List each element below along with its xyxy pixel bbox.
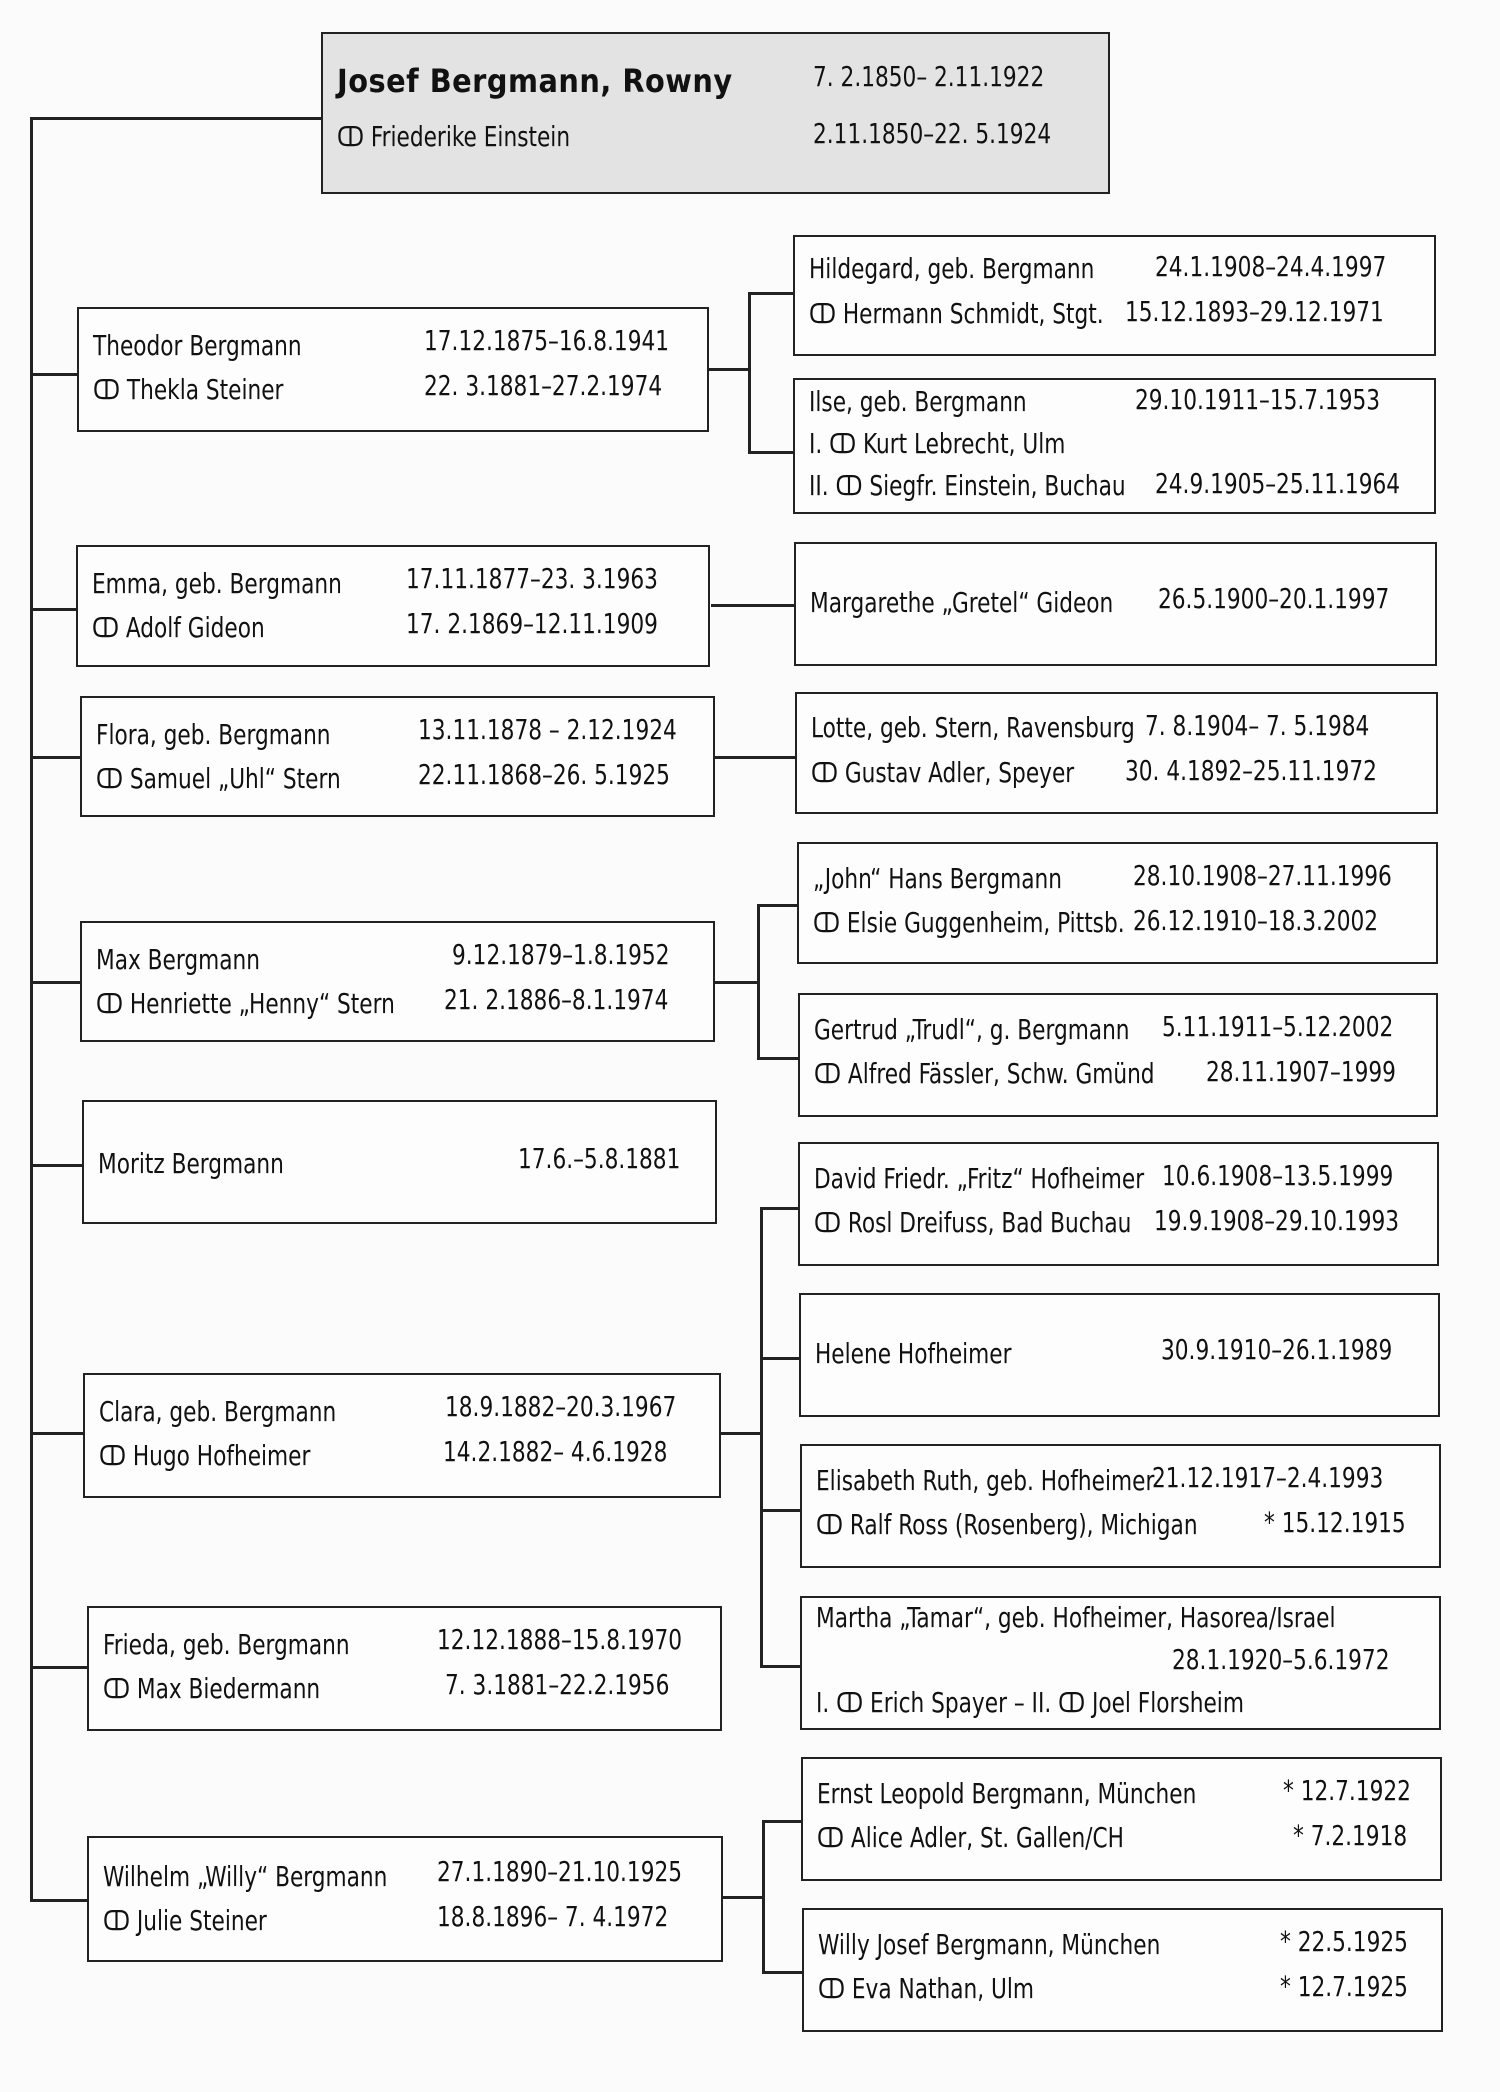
person-dates: 30.9.1910–26.1.1989 <box>1161 1333 1393 1366</box>
person-name: Flora, geb. Bergmann <box>96 718 331 751</box>
grandchild-box-gertrud <box>798 993 1438 1117</box>
spouse-line <box>817 1821 1124 1855</box>
family-bracket <box>762 1820 765 1973</box>
person-dates: 28.1.1920–5.6.1972 <box>1172 1643 1390 1676</box>
family-connector <box>720 1896 764 1899</box>
child-box-moritz <box>82 1100 717 1224</box>
root-spouse-dates: 2.11.1850–22. 5.1924 <box>813 117 1052 150</box>
family-connector <box>714 981 759 984</box>
spouse-line <box>96 987 395 1021</box>
spouse-line <box>103 1672 320 1706</box>
marriage-rings-icon: ↀ <box>337 120 364 153</box>
person-name: Frieda, geb. Bergmann <box>103 1628 350 1661</box>
family-connector <box>714 756 796 759</box>
person-dates: 21.12.1917–2.4.1993 <box>1152 1461 1384 1494</box>
spouse-line <box>809 297 1104 331</box>
person-name: Ilse, geb. Bergmann <box>809 385 1027 418</box>
root-spouse-name: Friederike Einstein <box>370 120 571 153</box>
child-connector <box>30 608 78 611</box>
person-name: Willy Josef Bergmann, München <box>818 1928 1161 1961</box>
spouse-dates: 26.12.1910–18.3.2002 <box>1133 904 1379 937</box>
person-name: Elisabeth Ruth, geb. Hofheimer <box>816 1464 1155 1497</box>
spouse-dates: 22.11.1868–26. 5.1925 <box>418 758 670 791</box>
child-connector <box>30 1666 88 1669</box>
spouse-line <box>96 762 341 796</box>
grandchild-box-elisabeth <box>800 1444 1441 1568</box>
spouse-dates: * 7.2.1918 <box>1293 1819 1408 1852</box>
child-box-emma <box>76 545 710 667</box>
person-name: Emma, geb. Bergmann <box>92 567 342 600</box>
spouse-dates: 28.11.1907–1999 <box>1206 1055 1396 1088</box>
spouse-dates: * 15.12.1915 <box>1264 1506 1406 1539</box>
family-connector <box>720 1432 762 1435</box>
marriage-rings-icon: ↀ <box>818 1972 845 2005</box>
spouse-line <box>814 1206 1131 1240</box>
person-name: Gertrud „Trudl“, g. Bergmann <box>814 1013 1130 1046</box>
spouse-line <box>814 1057 1155 1091</box>
spouse-line <box>811 756 1074 790</box>
family-connector <box>762 1971 802 1974</box>
spouse-name: Max Biedermann <box>136 1672 321 1705</box>
person-dates: * 22.5.1925 <box>1280 1925 1408 1958</box>
person-dates: 9.12.1879–1.8.1952 <box>452 938 670 971</box>
grandchild-box-margarethe <box>794 542 1437 666</box>
person-dates: 17.11.1877–23. 3.1963 <box>406 562 658 595</box>
spouse-line <box>813 906 1125 940</box>
marriage-rings-icon: ↀ <box>811 756 838 789</box>
family-bracket <box>757 904 760 1059</box>
family-bracket <box>760 1207 763 1668</box>
marriage-rings-icon: ↀ <box>816 1508 843 1541</box>
child-connector <box>30 756 82 759</box>
spouse-name: Elsie Guggenheim, Pittsb. <box>846 906 1125 939</box>
grandchild-box-ilse <box>793 378 1436 514</box>
child-box-clara <box>83 1373 721 1498</box>
marriage-rings-icon: ↀ <box>93 373 120 406</box>
person-dates: 26.5.1900–20.1.1997 <box>1158 582 1390 615</box>
spouse-dates: 14.2.1882– 4.6.1928 <box>443 1435 668 1468</box>
spouse-name: Ralf Ross (Rosenberg), Michigan <box>849 1508 1198 1541</box>
family-connector <box>760 1509 800 1512</box>
marriage-rings-icon: ↀ <box>99 1439 126 1472</box>
spouse-dates: 19.9.1908–29.10.1993 <box>1154 1204 1400 1237</box>
person-dates: * 12.7.1922 <box>1283 1774 1411 1807</box>
first-spouse-line: I. ↀ Kurt Lebrecht, Ulm <box>809 427 1066 460</box>
spouse-line <box>818 1972 1034 2006</box>
person-dates: 10.6.1908–13.5.1999 <box>1162 1159 1394 1192</box>
person-dates: 12.12.1888–15.8.1970 <box>437 1623 683 1656</box>
spouse-name: Eva Nathan, Ulm <box>851 1972 1034 2005</box>
person-name: Max Bergmann <box>96 943 260 976</box>
family-connector <box>711 604 795 607</box>
child-connector <box>30 1164 84 1167</box>
family-connector <box>757 1057 799 1060</box>
family-connector <box>760 1665 800 1668</box>
person-name: Clara, geb. Bergmann <box>99 1395 337 1428</box>
spouse-name: Gustav Adler, Speyer <box>844 756 1075 789</box>
family-connector <box>748 292 794 295</box>
child-connector <box>30 1899 88 1902</box>
child-box-max <box>80 921 715 1042</box>
spouse-line <box>93 373 283 407</box>
spouse-name: Alfred Fässler, Schw. Gmünd <box>847 1057 1155 1090</box>
spouse-name: Julie Steiner <box>136 1904 267 1937</box>
spouse-name: Samuel „Uhl“ Stern <box>129 762 341 795</box>
child-connector <box>30 1432 84 1435</box>
spouse-name: Alice Adler, St. Gallen/CH <box>850 1821 1124 1854</box>
person-dates: 24.1.1908–24.4.1997 <box>1155 250 1387 283</box>
person-dates: 18.9.1882–20.3.1967 <box>445 1390 677 1423</box>
second-spouse-line: II. ↀ Siegfr. Einstein, Buchau <box>809 469 1126 502</box>
spouse-dates: 7. 3.1881–22.2.1956 <box>445 1668 670 1701</box>
spouse-name: Hugo Hofheimer <box>132 1439 311 1472</box>
marriage-rings-icon: ↀ <box>96 987 123 1020</box>
person-dates: 13.11.1878 – 2.12.1924 <box>418 713 677 746</box>
child-connector <box>30 373 78 376</box>
person-name: Martha „Tamar“, geb. Hofheimer, Hasorea/Israel <box>816 1601 1336 1634</box>
spouse-dates: * 12.7.1925 <box>1280 1970 1408 2003</box>
person-name: David Friedr. „Fritz“ Hofheimer <box>814 1162 1145 1195</box>
marriage-rings-icon: ↀ <box>809 297 836 330</box>
family-connector <box>760 1357 800 1360</box>
root-dates: 7. 2.1850– 2.11.1922 <box>813 60 1045 93</box>
marriage-rings-icon: ↀ <box>817 1821 844 1854</box>
spouse-dates: 18.8.1896– 7. 4.1972 <box>437 1900 669 1933</box>
family-connector <box>760 1207 800 1210</box>
person-dates: 7. 8.1904– 7. 5.1984 <box>1145 709 1370 742</box>
spouse-name: Rosl Dreifuss, Bad Buchau <box>847 1206 1132 1239</box>
person-dates: 5.11.1911–5.12.2002 <box>1162 1010 1394 1043</box>
root-name: Josef Bergmann, Rowny <box>337 62 733 100</box>
family-connector <box>708 368 750 371</box>
root-spouse-line <box>337 120 570 154</box>
spouse-dates: 21. 2.1886–8.1.1974 <box>444 983 669 1016</box>
root-connector <box>30 117 322 120</box>
person-name: Hildegard, geb. Bergmann <box>809 252 1095 285</box>
person-name: Moritz Bergmann <box>98 1147 284 1180</box>
grandchild-box-john <box>797 842 1438 964</box>
child-box-wilhelm <box>87 1836 723 1962</box>
grandchild-box-lotte <box>795 692 1438 814</box>
marriage-rings-icon: ↀ <box>813 906 840 939</box>
grandchild-box-ernst <box>801 1757 1442 1881</box>
marriage-rings-icon: ↀ <box>103 1904 130 1937</box>
person-dates: 17.6.–5.8.1881 <box>518 1142 681 1175</box>
spouse-dates: 30. 4.1892–25.11.1972 <box>1125 754 1377 787</box>
family-bracket <box>748 292 751 453</box>
spouses-line: I. ↀ Erich Spayer – II. ↀ Joel Florsheim <box>816 1686 1244 1719</box>
person-dates: 29.10.1911–15.7.1953 <box>1135 383 1381 416</box>
family-connector <box>748 451 794 454</box>
person-dates: 28.10.1908–27.11.1996 <box>1133 859 1392 892</box>
spouse-line <box>99 1439 310 1473</box>
marriage-rings-icon: ↀ <box>92 611 119 644</box>
person-dates: 17.12.1875–16.8.1941 <box>424 324 670 357</box>
spouse-name: Thekla Steiner <box>126 373 284 406</box>
trunk-line <box>30 117 33 1902</box>
marriage-rings-icon: ↀ <box>103 1672 130 1705</box>
family-connector <box>762 1820 802 1823</box>
marriage-rings-icon: ↀ <box>96 762 123 795</box>
person-name: Lotte, geb. Stern, Ravensburg <box>811 711 1135 744</box>
spouse-dates: 17. 2.1869–12.11.1909 <box>406 607 658 640</box>
spouse-dates: 15.12.1893–29.12.1971 <box>1125 295 1384 328</box>
marriage-rings-icon: ↀ <box>814 1206 841 1239</box>
child-connector <box>30 981 82 984</box>
spouse-name: Hermann Schmidt, Stgt. <box>842 297 1104 330</box>
grandchild-box-willy-josef <box>802 1908 1443 2032</box>
root-couple-box <box>321 32 1110 194</box>
person-name: Margarethe „Gretel“ Gideon <box>810 586 1114 619</box>
second-spouse-dates: 24.9.1905–25.11.1964 <box>1155 467 1401 500</box>
person-name: Theodor Bergmann <box>93 329 302 362</box>
child-box-theodor <box>77 307 709 432</box>
person-name: Wilhelm „Willy“ Bergmann <box>103 1860 388 1893</box>
grandchild-box-martha <box>800 1596 1441 1730</box>
spouse-name: Henriette „Henny“ Stern <box>129 987 395 1020</box>
family-connector <box>757 904 799 907</box>
marriage-rings-icon: ↀ <box>814 1057 841 1090</box>
grandchild-box-david <box>798 1142 1439 1266</box>
spouse-name: Adolf Gideon <box>125 611 265 644</box>
spouse-line <box>103 1904 267 1938</box>
child-box-frieda <box>87 1606 722 1731</box>
spouse-dates: 22. 3.1881–27.2.1974 <box>424 369 663 402</box>
grandchild-box-helene <box>799 1293 1440 1417</box>
person-name: Helene Hofheimer <box>815 1337 1012 1370</box>
person-name: Ernst Leopold Bergmann, München <box>817 1777 1197 1810</box>
spouse-line <box>92 611 265 645</box>
person-name: „John“ Hans Bergmann <box>813 862 1062 895</box>
child-box-flora <box>80 696 715 817</box>
spouse-line <box>816 1508 1198 1542</box>
person-dates: 27.1.1890–21.10.1925 <box>437 1855 683 1888</box>
grandchild-box-hildegard <box>793 235 1436 356</box>
